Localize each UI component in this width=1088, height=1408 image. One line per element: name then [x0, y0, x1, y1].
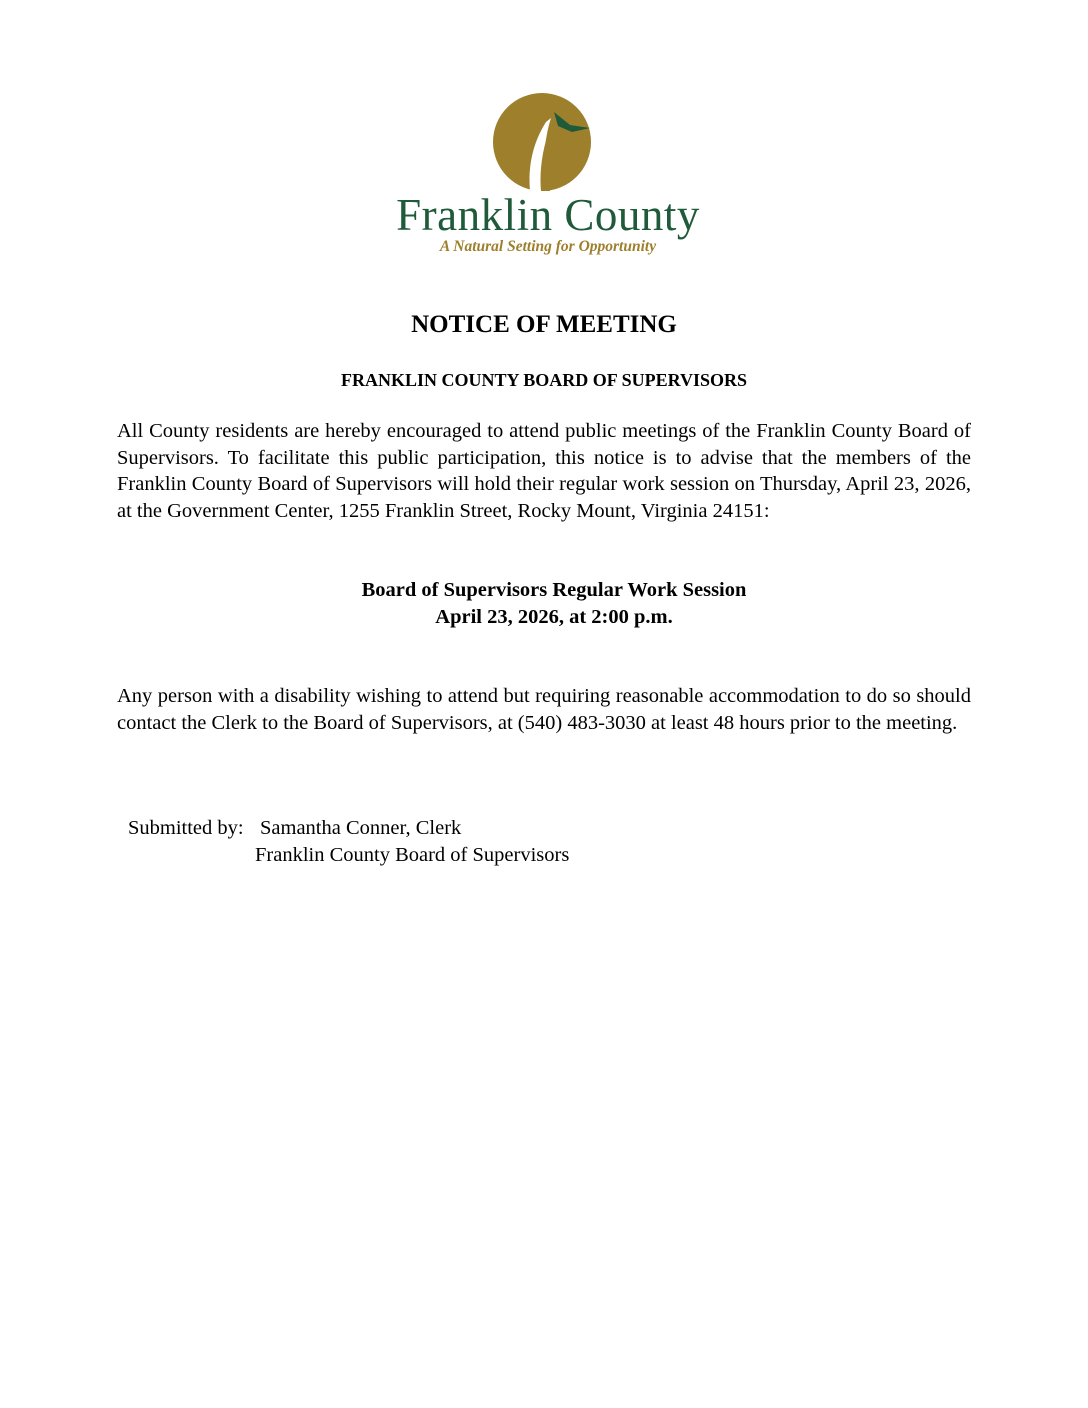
session-datetime: April 23, 2026, at 2:00 p.m. [435, 606, 673, 628]
intro-paragraph: All County residents are hereby encouraged to attend public meetings of the Franklin County Board of Supervisors. To facilitate this public participation, this notice is to advise that the members of the Franklin County Board of Supervisors will hold their regular work session on Thursday, April 23, 2026, at the Government Center, 1255 Franklin Street, Rocky Mount, Virginia 24151: [117, 420, 971, 522]
page-subtitle: FRANKLIN COUNTY BOARD OF SUPERVISORS [340, 370, 748, 390]
logo-emblem-icon [380, 92, 720, 192]
page-title: NOTICE OF MEETING [411, 311, 677, 338]
session-details [0, 577, 1088, 631]
logo-tagline: A Natural Setting for Opportunity [439, 238, 657, 255]
submitted-label: Submitted by: [128, 817, 244, 839]
franklin-county-logo [380, 92, 720, 262]
submitted-organization: Franklin County Board of Supervisors [255, 844, 570, 866]
submitted-name: Samantha Conner, Clerk [260, 817, 462, 839]
logo-name: Franklin County [396, 190, 700, 240]
accommodation-paragraph: Any person with a disability wishing to attend but requiring reasonable accommodation to do so should contact the Clerk to the Board of Supervisors, at (540) 483-3030 at least 48 hours prior to the meeting. [117, 685, 971, 734]
session-name: Board of Supervisors Regular Work Session [361, 579, 747, 601]
